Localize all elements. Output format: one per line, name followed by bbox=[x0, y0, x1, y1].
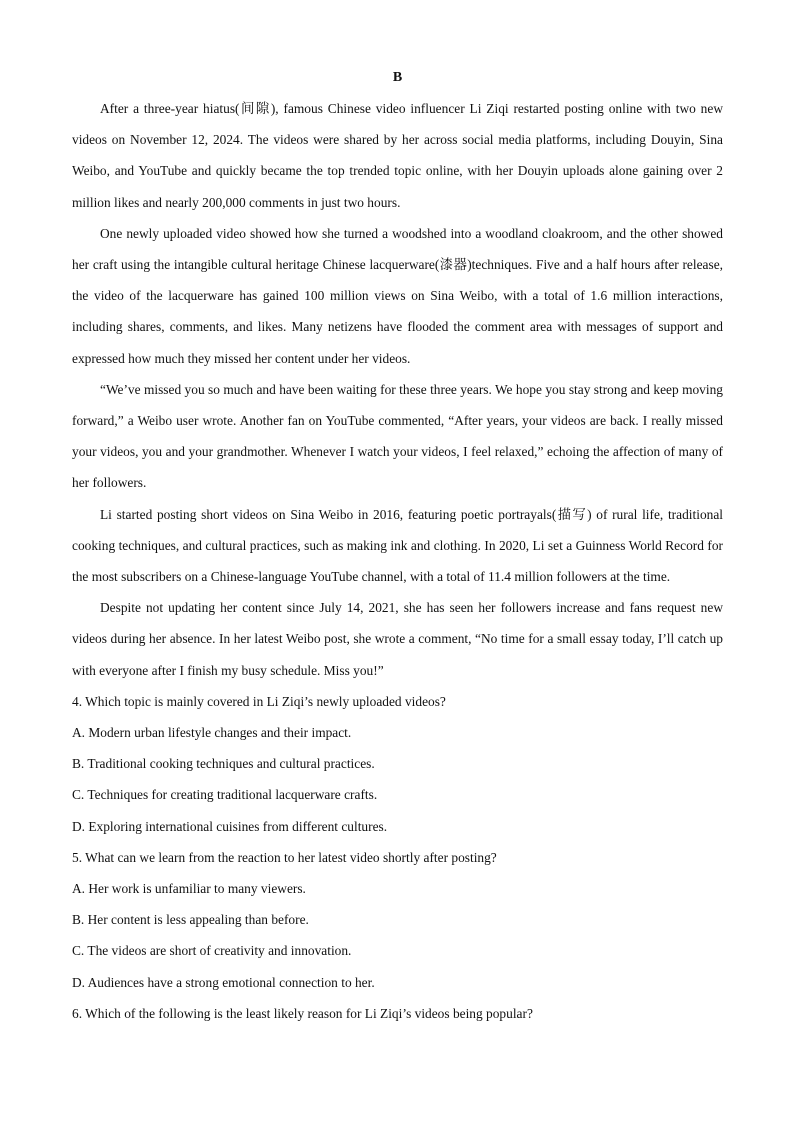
section-label: B bbox=[392, 70, 403, 85]
passage-paragraph-4: Li started posting short videos on Sina Weibo in 2016, featuring poetic portrayals(描写) of rural life, traditional cooking techniques, and cultural practices, such as making ink and clothing. In 2020, Li set a Guinness World Record for the most subscribers on a Chinese-language YouTube channel, with a total of 11.4 million followers at the time. bbox=[72, 506, 723, 585]
question-4 bbox=[72, 686, 723, 842]
answer-option-d: D. Exploring international cuisines from different cultures. bbox=[72, 818, 388, 834]
answer-option-b: B. Traditional cooking techniques and cultural practices. bbox=[72, 756, 375, 772]
passage-paragraph-3: “We’ve missed you so much and have been waiting for these three years. We hope you stay strong and keep moving forward,” a Weibo user wrote. Another fan on YouTube commented, “After years, your videos are back. I really missed your videos, you and your grandmother. Whenever I watch your videos, I feel relaxed,” echoing the affection of many of her followers. bbox=[72, 381, 723, 491]
question-list bbox=[72, 686, 723, 1029]
answer-option-a: A. Modern urban lifestyle changes and their impact. bbox=[72, 725, 352, 741]
answer-option-d: D. Audiences have a strong emotional connection to her. bbox=[72, 974, 375, 990]
answer-option-a: A. Her work is unfamiliar to many viewers. bbox=[72, 880, 306, 896]
reading-passage bbox=[72, 93, 723, 686]
answer-option-c: C. Techniques for creating traditional lacquerware crafts. bbox=[72, 787, 378, 803]
question-5 bbox=[72, 842, 723, 998]
passage-paragraph-2: One newly uploaded video showed how she turned a woodshed into a woodland cloakroom, and the other showed her craft using the intangible cultural heritage Chinese lacquerware(漆器)techniques. Five and a half hours after release, the video of the lacquerware has gained 100 million views on Sina Weibo, with a total of 1.6 million interactions, including shares, comments, and likes. Many netizens have flooded the comment area with messages of support and expressed how much they missed her content under her videos. bbox=[72, 225, 723, 366]
question-6 bbox=[72, 998, 723, 1029]
passage-paragraph-5: Despite not updating her content since July 14, 2021, she has seen her followers increase and fans request new videos during her absence. In her latest Weibo post, she wrote a comment, “No time for a small essay today, I’ll catch up with everyone after I finish my busy schedule. Miss you!” bbox=[72, 600, 723, 678]
answer-option-c: C. The videos are short of creativity and innovation. bbox=[72, 943, 352, 959]
answer-option-b: B. Her content is less appealing than before. bbox=[72, 912, 309, 928]
passage-paragraph-1: After a three-year hiatus(间隙), famous Chinese video influencer Li Ziqi restarted posting online with two new videos on November 12, 2024. The videos were shared by her across social media platforms, including Douyin, Sina Weibo, and YouTube and quickly became the top trended topic online, with her Douyin uploads alone gaining over 2 million likes and nearly 200,000 comments in just two hours. bbox=[72, 101, 723, 210]
document-page bbox=[72, 62, 723, 1029]
question-stem: 5. What can we learn from the reaction to her latest video shortly after posting? bbox=[72, 849, 497, 865]
question-stem: 6. Which of the following is the least likely reason for Li Ziqi’s videos being popular? bbox=[72, 1005, 533, 1021]
question-stem: 4. Which topic is mainly covered in Li Ziqi’s newly uploaded videos? bbox=[72, 693, 446, 709]
